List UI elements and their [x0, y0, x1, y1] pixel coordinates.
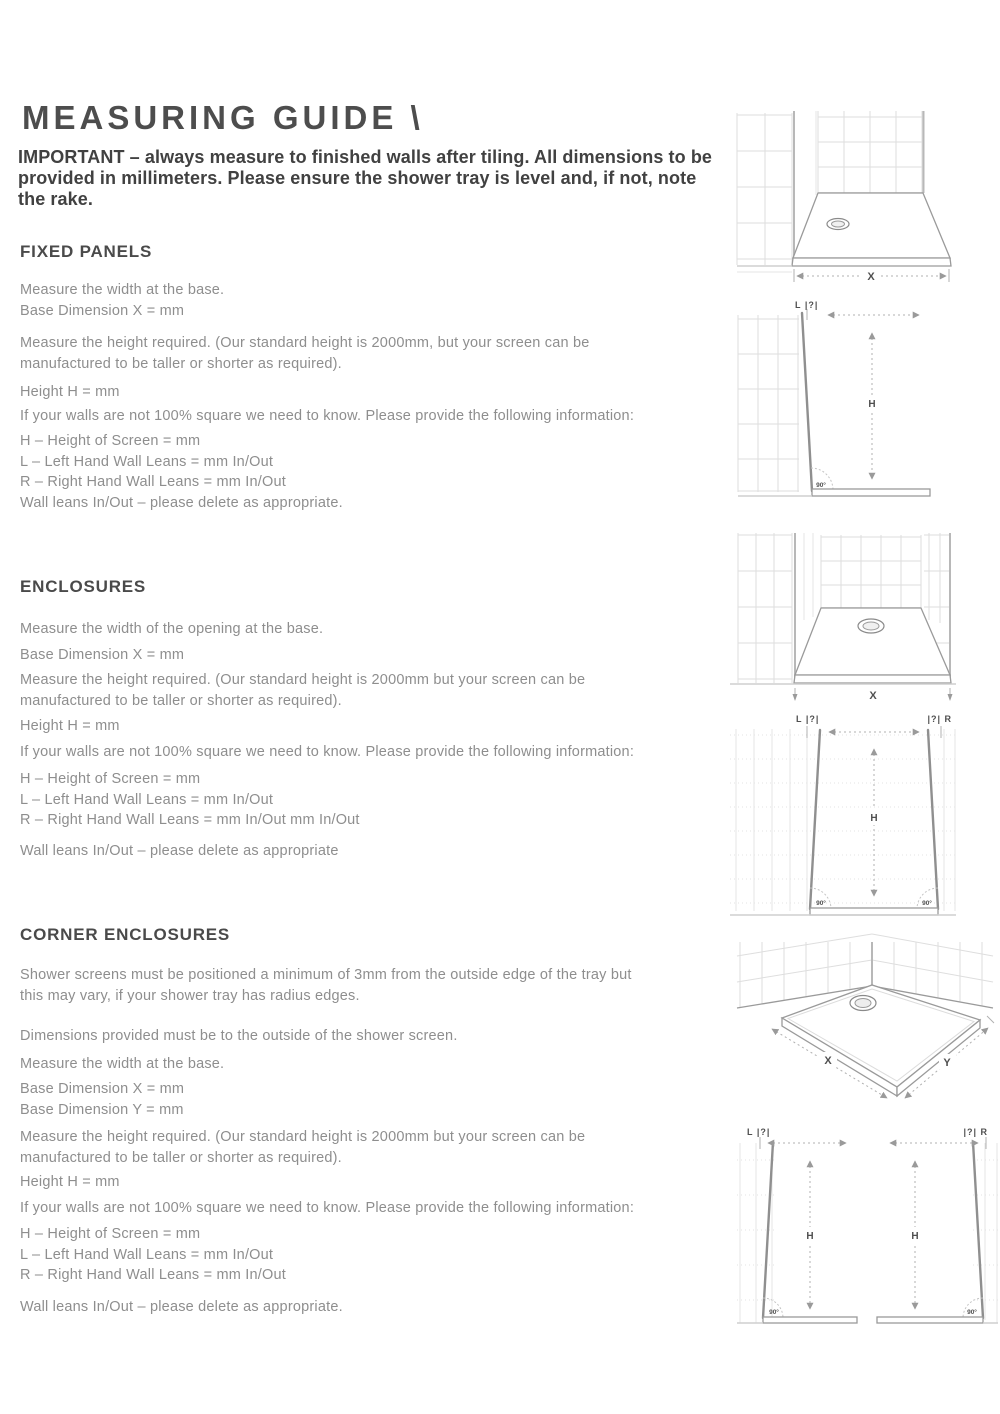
important-note-bold: IMPORTANT	[18, 147, 125, 167]
paragraph: Measure the width of the opening at the base.	[20, 621, 324, 637]
list-line: R – Right Hand Wall Leans = mm In/Out mm In/Out	[20, 812, 360, 828]
tiled-wall-left	[738, 533, 792, 683]
leaning-wall-line	[802, 313, 812, 491]
page-title: MEASURING GUIDE \	[22, 99, 424, 136]
enclosure-tray-diagram	[728, 525, 958, 705]
list-line: H – Height of Screen = mm	[20, 771, 201, 787]
angle-label: 90°	[816, 900, 826, 907]
dimension-h-right	[908, 1161, 922, 1309]
shower-tray	[793, 193, 950, 258]
list-line: L – Left Hand Wall Leans = mm In/Out	[20, 1246, 274, 1263]
dimension-h-left	[803, 1161, 817, 1309]
paragraph: Shower screens must be positioned a minimum of 3mm from the outside edge of the tray but this may vary, if your shower tray has radius edges.	[20, 967, 632, 1004]
dim-x-label: X	[867, 271, 875, 283]
shower-tray-side	[812, 489, 930, 496]
angle-label: 90°	[922, 900, 932, 907]
paragraph: Measure the width at the base.	[20, 282, 225, 298]
dim-h-label: H	[868, 399, 876, 410]
dim-x-label: X	[824, 1055, 832, 1067]
list-line: Wall leans In/Out – please delete as appropriate.	[20, 494, 343, 511]
paragraph: Dimensions provided must be to the outside of the shower screen.	[20, 1028, 458, 1044]
lean-right-label: |?| R	[927, 714, 952, 724]
fixed-panel-lean-diagram	[735, 295, 935, 505]
enclosure-lean-diagram	[728, 705, 958, 920]
paragraph: Base Dimension Y = mm	[20, 1101, 184, 1118]
tiled-wall-left	[737, 113, 792, 265]
shower-tray-side	[810, 908, 938, 915]
corner-tray-diagram	[725, 930, 1000, 1100]
section-fixed-panels	[20, 242, 780, 513]
shower-tray-front-face	[792, 258, 951, 266]
corner-enclosures-heading: CORNER ENCLOSURES	[20, 925, 231, 944]
tiled-wall-left	[738, 315, 799, 492]
paragraph: Measure the height required. (Our standard height is 2000mm but your screen can be manufactured to be taller or shorter as required).	[20, 1129, 586, 1166]
fixed-panel-tray-diagram	[735, 103, 955, 283]
lean-left-label: L |?|	[796, 714, 820, 724]
paragraph: Measure the height required. (Our standard height is 2000mm but your screen can be manufactured to be taller or shorter as required).	[20, 672, 586, 709]
paragraph: Base Dimension X = mm	[20, 646, 185, 663]
shower-tray	[795, 608, 950, 675]
list-line: R – Right Hand Wall Leans = mm In/Out	[20, 1267, 286, 1283]
fixed-panels-heading: FIXED PANELS	[20, 242, 153, 261]
section-corner-enclosures	[20, 925, 780, 1317]
important-note	[18, 147, 728, 210]
list-line: R – Right Hand Wall Leans = mm In/Out	[20, 474, 286, 490]
angle-label: 90°	[967, 1309, 977, 1316]
shower-tray-side-right	[877, 1317, 983, 1323]
angle-label: 90°	[816, 482, 826, 489]
paragraph: Base Dimension X = mm	[20, 302, 185, 319]
paragraph: Height H = mm	[20, 384, 120, 400]
leaning-wall-left	[810, 730, 820, 909]
dimension-x	[793, 688, 953, 702]
paragraph: Measure the height required. (Our standard height is 2000mm, but your screen can be manufactured to be taller or shorter as required).	[20, 335, 590, 372]
paragraph: If your walls are not 100% square we need to know. Please provide the following information:	[20, 1199, 635, 1216]
dimension-x	[794, 269, 949, 283]
paragraph: Height H = mm	[20, 1174, 120, 1190]
lean-left-label: L |?|	[747, 1127, 771, 1137]
lean-right-label: |?| R	[963, 1127, 988, 1137]
paragraph: Measure the width at the base.	[20, 1055, 225, 1072]
list-line: L – Left Hand Wall Leans = mm In/Out	[20, 453, 274, 470]
shower-tray-side-left	[763, 1317, 857, 1323]
enclosures-heading: ENCLOSURES	[20, 577, 147, 596]
paragraph: If your walls are not 100% square we need to know. Please provide the following information:	[20, 407, 635, 424]
angle-label: 90°	[769, 1309, 779, 1316]
paragraph: If your walls are not 100% square we need to know. Please provide the following information:	[20, 743, 635, 760]
leaning-wall-right	[928, 730, 938, 909]
section-enclosures	[20, 577, 780, 861]
tiled-wall-back	[821, 535, 921, 608]
list-line: L – Left Hand Wall Leans = mm In/Out	[20, 791, 274, 808]
tiled-wall-back	[818, 111, 923, 193]
dim-y-label: Y	[943, 1057, 951, 1069]
list-line: Wall leans In/Out – please delete as appropriate	[20, 842, 339, 859]
tile-rows	[730, 735, 956, 903]
list-line: H – Height of Screen = mm	[20, 1226, 201, 1242]
lean-left-label: L |?|	[795, 300, 819, 310]
list-line: Wall leans In/Out – please delete as appropriate.	[20, 1298, 343, 1315]
paragraph: Base Dimension X = mm	[20, 1081, 185, 1097]
important-note-rest: – always measure to finished walls after tiling. All dimensions to be provided in millimeters. Please ensure the shower tray is level and, if not, note the rake.	[18, 147, 713, 209]
tile-columns-right	[985, 1143, 997, 1323]
corner-lean-diagram	[735, 1115, 1000, 1335]
shower-tray-front-face	[794, 675, 951, 683]
dim-h-label: H	[806, 1231, 814, 1242]
tile-columns	[736, 729, 955, 911]
dim-h-label: H	[911, 1231, 919, 1242]
dim-x-label: X	[869, 690, 877, 702]
dimension-h	[866, 749, 882, 896]
paragraph: Height H = mm	[20, 718, 120, 734]
list-line: H – Height of Screen = mm	[20, 433, 201, 449]
dimension-h	[864, 333, 880, 479]
dim-h-label: H	[870, 813, 878, 824]
